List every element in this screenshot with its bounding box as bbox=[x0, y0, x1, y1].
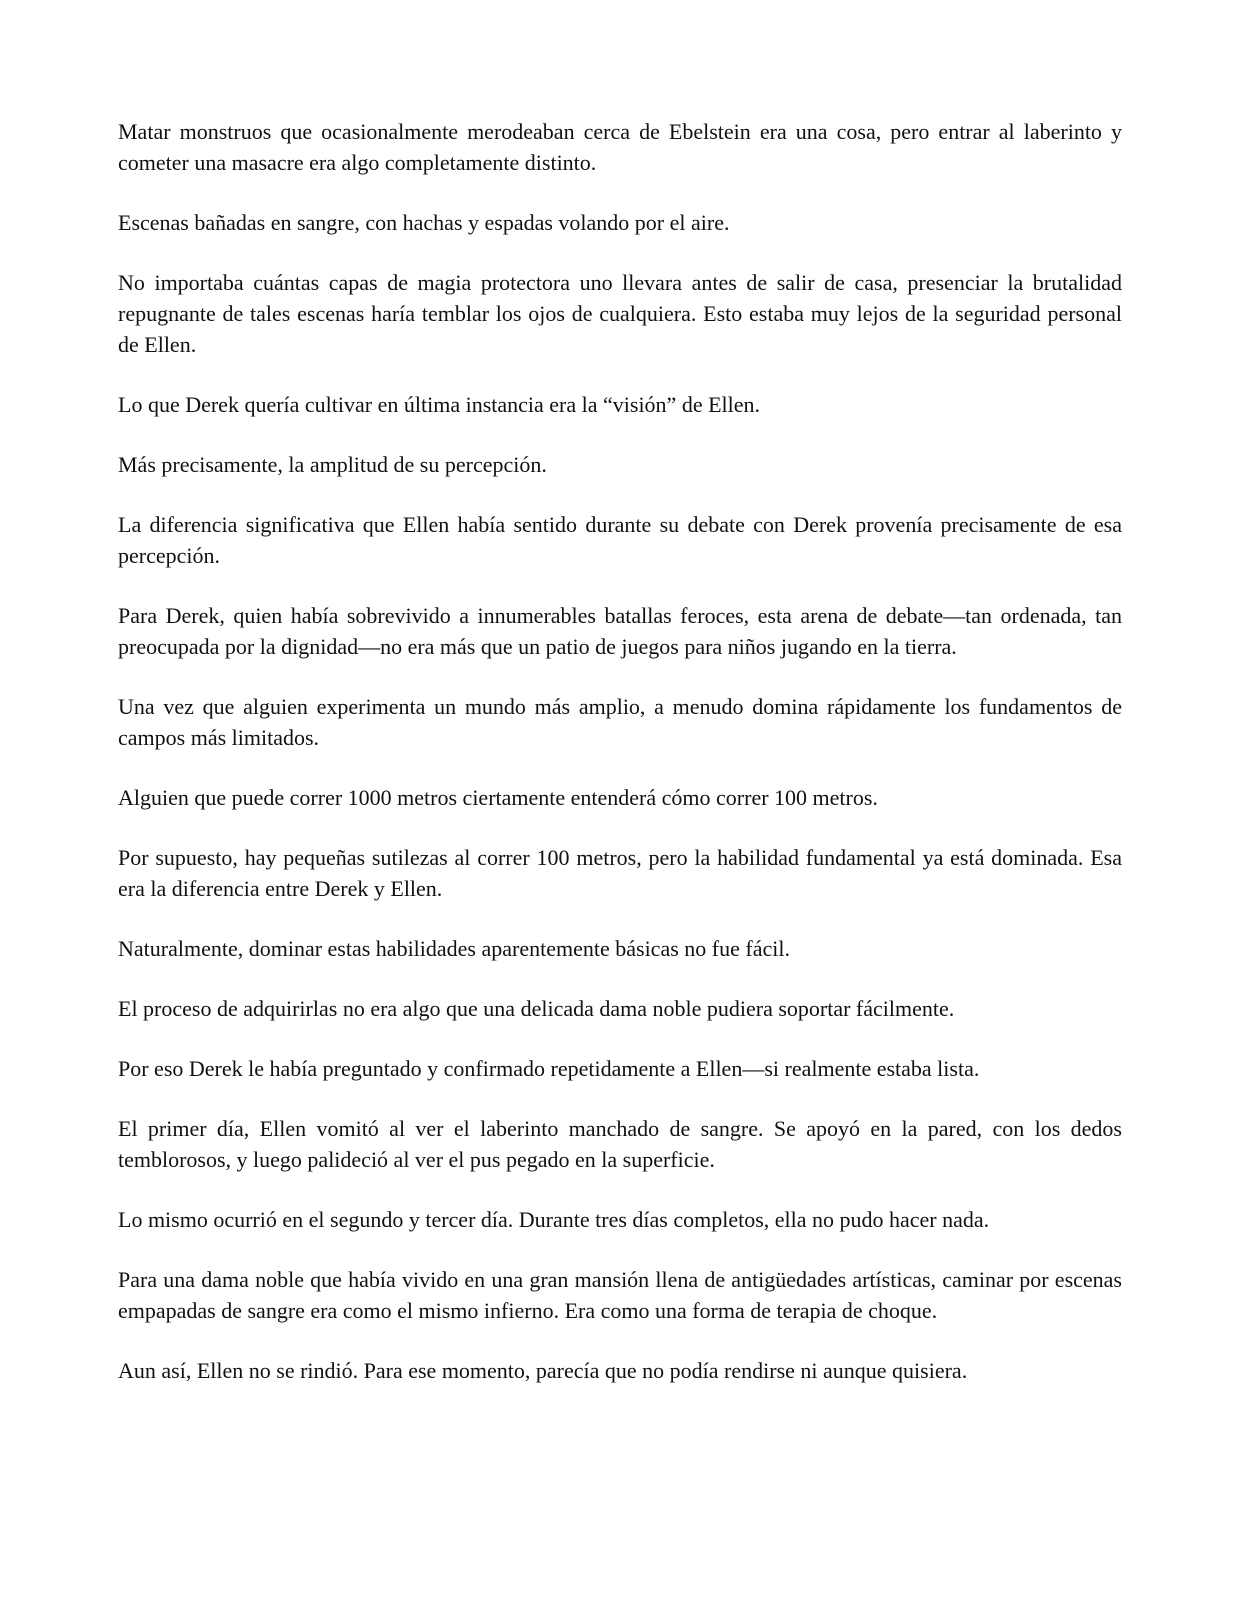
paragraph: Lo que Derek quería cultivar en última instancia era la “visión” de Ellen. bbox=[118, 392, 761, 417]
paragraph: Para una dama noble que había vivido en una gran mansión llena de antigüedades artísticas, caminar por escenas empapadas de sangre era como el mismo infierno. Era como una forma de terapia de choque. bbox=[118, 1267, 1122, 1323]
paragraph: El primer día, Ellen vomitó al ver el laberinto manchado de sangre. Se apoyó en la pared, con los dedos temblorosos, y luego palideció al ver el pus pegado en la superficie. bbox=[118, 1116, 1122, 1172]
paragraph: Alguien que puede correr 1000 metros ciertamente entenderá cómo correr 100 metros. bbox=[118, 785, 878, 810]
paragraph: La diferencia significativa que Ellen había sentido durante su debate con Derek provenía precisamente de esa percepción. bbox=[118, 512, 1122, 568]
paragraph: Escenas bañadas en sangre, con hachas y espadas volando por el aire. bbox=[118, 210, 730, 235]
paragraph: Para Derek, quien había sobrevivido a innumerables batallas feroces, esta arena de debate—tan ordenada, tan preocupada por la dignidad—no era más que un patio de juegos para niños jugando en la tierra. bbox=[118, 603, 1122, 659]
body-text bbox=[118, 116, 1122, 1386]
paragraph: Más precisamente, la amplitud de su percepción. bbox=[118, 452, 547, 477]
paragraph: Aun así, Ellen no se rindió. Para ese momento, parecía que no podía rendirse ni aunque quisiera. bbox=[118, 1358, 968, 1383]
paragraph: Naturalmente, dominar estas habilidades aparentemente básicas no fue fácil. bbox=[118, 936, 790, 961]
paragraph: Matar monstruos que ocasionalmente merodeaban cerca de Ebelstein era una cosa, pero entrar al laberinto y cometer una masacre era algo completamente distinto. bbox=[118, 119, 1122, 175]
paragraph: Por supuesto, hay pequeñas sutilezas al correr 100 metros, pero la habilidad fundamental ya está dominada. Esa era la diferencia entre Derek y Ellen. bbox=[118, 845, 1122, 901]
paragraph: Lo mismo ocurrió en el segundo y tercer día. Durante tres días completos, ella no pudo hacer nada. bbox=[118, 1207, 990, 1232]
paragraph: No importaba cuántas capas de magia protectora uno llevara antes de salir de casa, presenciar la brutalidad repugnante de tales escenas haría temblar los ojos de cualquiera. Esto estaba muy lejos de la seguridad personal de Ellen. bbox=[118, 270, 1122, 357]
paragraph: Una vez que alguien experimenta un mundo más amplio, a menudo domina rápidamente los fundamentos de campos más limitados. bbox=[118, 694, 1122, 750]
paragraph: Por eso Derek le había preguntado y confirmado repetidamente a Ellen—si realmente estaba lista. bbox=[118, 1056, 980, 1081]
paragraph: El proceso de adquirirlas no era algo que una delicada dama noble pudiera soportar fácilmente. bbox=[118, 996, 955, 1021]
